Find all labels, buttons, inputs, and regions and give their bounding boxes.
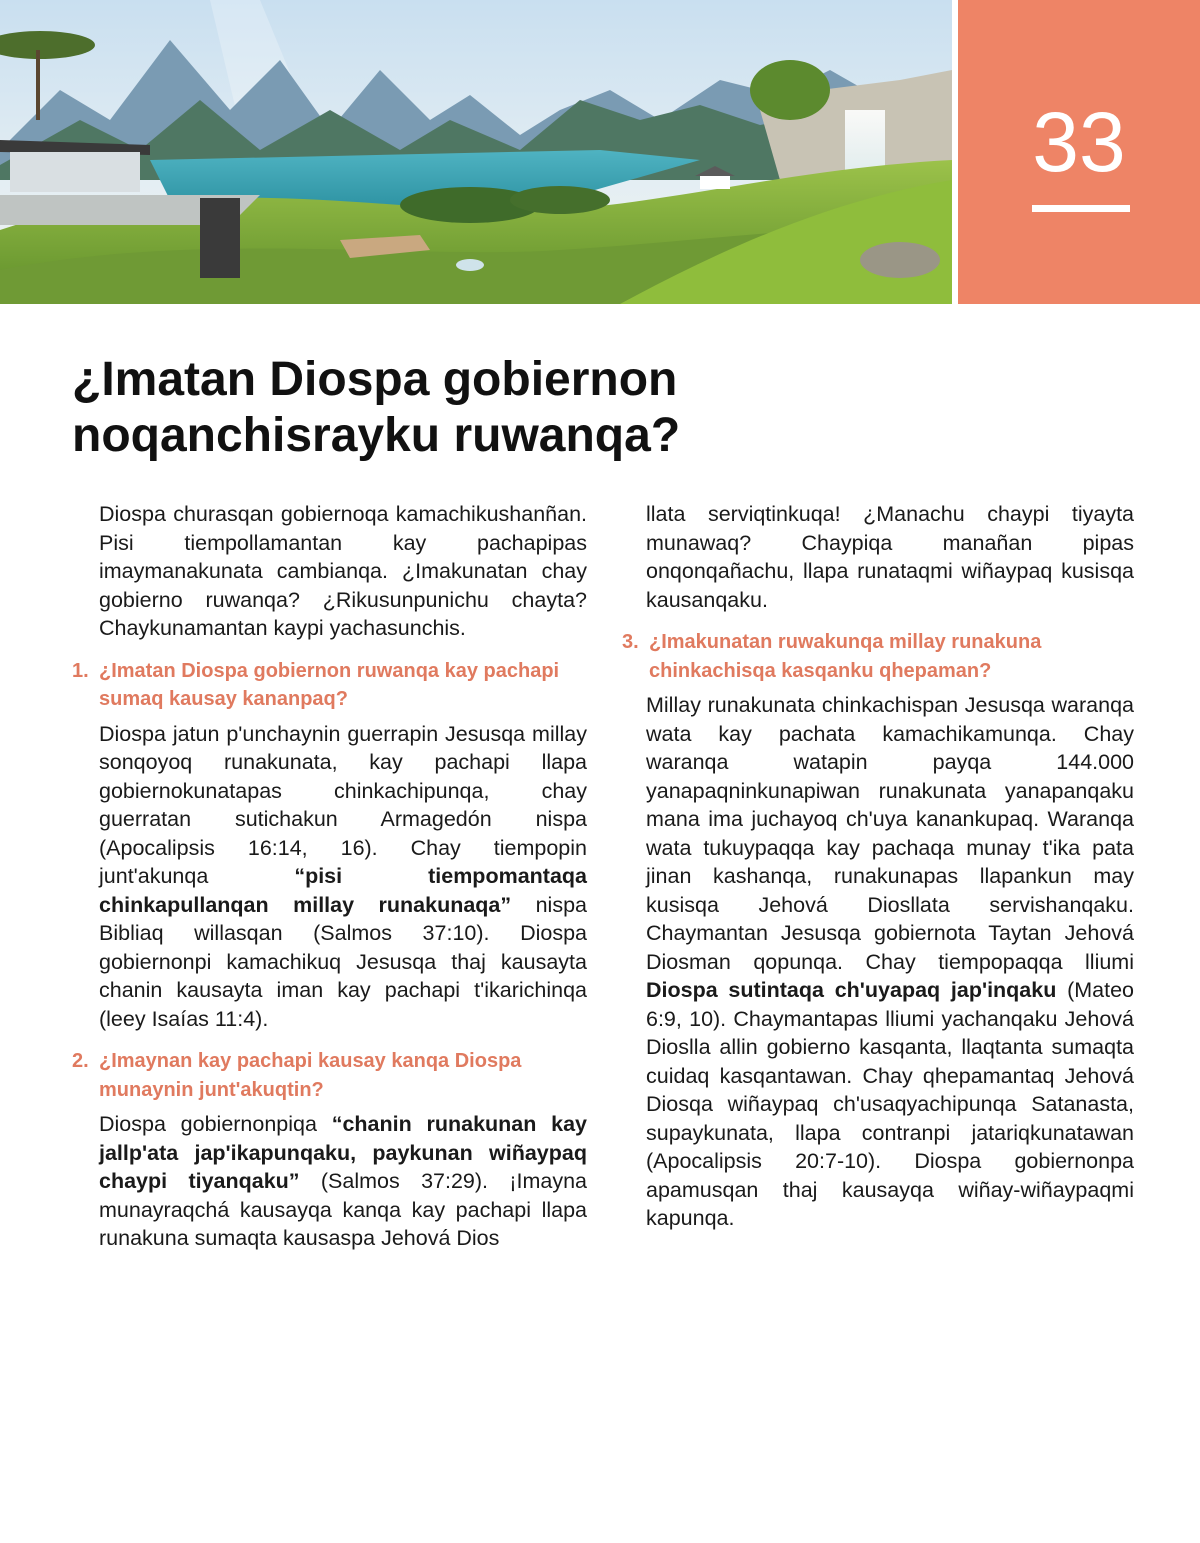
question-3 xyxy=(622,628,1134,685)
answer-bold-phrase: Diospa sutintaqa ch'uyapaq jap'inqaku xyxy=(646,978,1057,1002)
question-number: 3. xyxy=(622,631,639,653)
landscape-image xyxy=(0,0,952,304)
lesson-number-tab xyxy=(958,0,1200,304)
answer-text: Diospa jatun p'unchaynin guerrapin Jesusqa millay sonqoyoq runakunata, kay pachapi llapa gobiernokunatapas chinkachipunqa, chay guerratan sutichakun Armagedón nispa (Apocalipsis 16:14, 16). Chay tiempopin junt'akunqa xyxy=(99,721,587,888)
answer-2-paragraph xyxy=(72,1110,587,1253)
answer-bold-quote: “pisi tiempomantaqa chinkapullanqan millay runakunaqa” xyxy=(99,864,587,917)
question-number: 1. xyxy=(72,659,89,682)
left-column xyxy=(72,500,587,1253)
question-number: 2. xyxy=(72,1050,89,1072)
answer-text: Millay runakunata chinkachispan Jesusqa waranqa wata kay pachata kamachikamunqa. Chay waranqa watapin payqa 144.000 yanapaqninkunapiwan runakunata yanapanqaku mana ima juchayoq ch'uya kanankupaq. Waranqa wata tukuypaqqa kay pachaqa munay t'ika pata jinan kashanqa, runakunapas llapankun may kusisqa Jehová Diosllata servishanqaku. Chaymantan Jesusqa gobiernota Taytan Jehová Diosman qopunqa. Chay tiempopaqqa lliumi xyxy=(646,693,1134,974)
answer-3-paragraph xyxy=(622,691,1134,1233)
page-title: ¿Imatan Diospa gobiernon noqanchisrayku ruwanqa? xyxy=(72,353,681,462)
answer-text-end: nispa Bibliaq willasqan (Salmos 37:10). Diospa gobiernonpi kamachikuq Jesusqa thaj kausayta chanin kausayta iman kay pachapi t'ikarichinqa (leey Isaías 11:4). xyxy=(99,892,588,1031)
answer-2-continuation: llata serviqtinkuqa! ¿Manachu chaypi tiyayta munawaq? Chaypiqa manañan pipas onqonqañachu, llapa runataqmi wiñaypaq kusisqa kausanqaku. xyxy=(646,502,1134,612)
question-text: ¿Imatan Diospa gobiernon ruwanqa kay pachapi sumaq kausay kananpaq? xyxy=(99,659,560,710)
answer-bold-quote: “chanin runakunan kay jallp'ata jap'ikapunqaku, paykunan wiñaypaq chaypi tiyanqaku” xyxy=(99,1112,587,1193)
intro-paragraph: Diospa churasqan gobiernoqa kamachikushanñan. Pisi tiempollamantan kay pachapipas imaymanakunata cambianqa. ¿Imakunatan chay gobierno ruwanqa? ¿Rikusunpunichu chayta? Chaykunamantan kaypi yachasunchis. xyxy=(99,502,587,640)
right-column xyxy=(622,500,1134,1233)
question-1 xyxy=(72,657,587,714)
answer-text-end: (Mateo 6:9, 10). Chaymantapas lliumi yachanqaku Jehová Dioslla allin gobierno kasqanta, llaqtanta sumaqta cuidaq kasqantawan. Chay qhepamantaq Jehová Diosqa wiñaypaq ch'usaqyachipunqa Satanasta, supaykunata, llapa contranpi jatariqkunatawan (Apocalipsis 20:7-10). Diospa gobiernonpa apamusqan thaj kausayqa wiñay-wiñaypaqmi kapunqa. xyxy=(646,978,1134,1230)
hero-illustration xyxy=(0,0,952,304)
answer-1-paragraph xyxy=(72,720,587,1034)
answer-text: Diospa gobiernonpiqa xyxy=(99,1112,332,1136)
question-text: ¿Imaynan kay pachapi kausay kanqa Diospa munaynin junt'akuqtin? xyxy=(99,1050,522,1101)
question-text: ¿Imakunatan ruwakunqa millay runakuna chinkachisqa kasqanku qhepaman? xyxy=(649,631,1042,682)
lesson-number: 33 xyxy=(1032,95,1126,189)
question-2 xyxy=(72,1047,587,1104)
answer-text-end: (Salmos 37:29). ¡Imayna munayraqchá kausayqa kanqa kay pachapi llapa runakuna sumaqta kausaspa Jehová Dios xyxy=(99,1169,587,1250)
lesson-number-underline xyxy=(1032,205,1130,212)
